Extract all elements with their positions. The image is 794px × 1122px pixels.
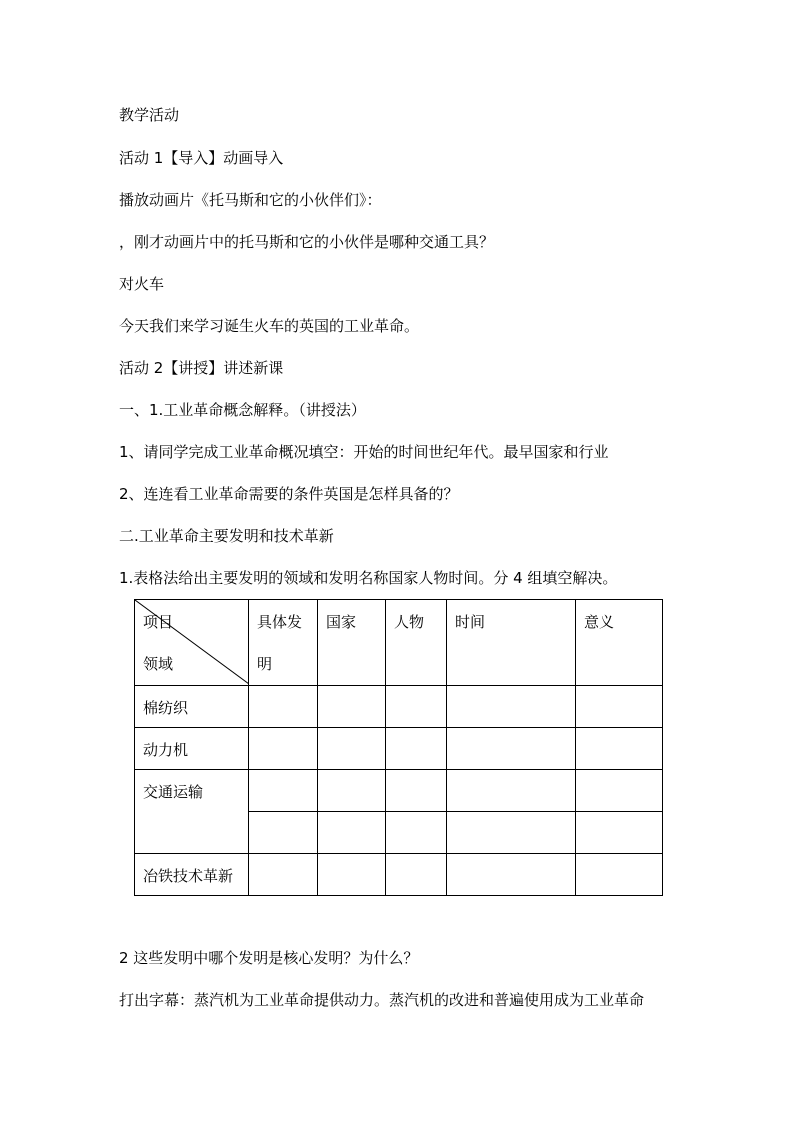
table-cell — [249, 728, 318, 770]
row-label: 交通运输 — [135, 770, 249, 854]
table-cell — [318, 854, 386, 896]
table-cell — [576, 686, 663, 728]
table-cell — [249, 854, 318, 896]
activity-1-heading: 活动 1【导入】动画导入 — [119, 149, 284, 167]
table-cell — [447, 770, 576, 812]
table-cell — [447, 686, 576, 728]
corner-label-field: 领域 — [143, 655, 174, 673]
table-cell — [447, 812, 576, 854]
table-cell — [249, 812, 318, 854]
table-corner-cell — [135, 600, 249, 686]
table-cell — [386, 770, 447, 812]
corner-label-item: 项目 — [143, 613, 174, 631]
paragraph: 打出字幕：蒸汽机为工业革命提供动力。蒸汽机的改进和普遍使用成为工业革命 — [119, 991, 645, 1009]
table-row — [135, 686, 663, 728]
paragraph: 播放动画片《托马斯和它的小伙伴们》： — [119, 191, 382, 209]
row-label: 棉纺织 — [135, 686, 249, 728]
table-cell — [318, 686, 386, 728]
paragraph: 一、1.工业革命概念解释。（讲授法） — [119, 401, 366, 419]
table-cell — [386, 854, 447, 896]
paragraph: 2 这些发明中哪个发明是核心发明？为什么？ — [119, 949, 419, 967]
header-significance: 意义 — [576, 600, 663, 686]
row-label: 动力机 — [135, 728, 249, 770]
paragraph: 今天我们来学习诞生火车的英国的工业革命。 — [119, 317, 420, 335]
table-cell — [386, 686, 447, 728]
header-invention — [249, 600, 318, 686]
activity-2-heading: 活动 2【讲授】讲述新课 — [119, 359, 284, 377]
paragraph: 1、请同学完成工业革命概况填空：开始的时间世纪年代。最早国家和行业 — [119, 443, 609, 461]
table-row — [135, 770, 663, 812]
table-row — [135, 854, 663, 896]
header-invention-line2: 明 — [257, 655, 273, 673]
table-cell — [386, 812, 447, 854]
row-label: 冶铁技术革新 — [135, 854, 249, 896]
table-cell — [249, 770, 318, 812]
table-header-row — [135, 600, 663, 686]
table-cell — [447, 728, 576, 770]
table-cell — [576, 812, 663, 854]
header-person: 人物 — [386, 600, 447, 686]
table-cell — [576, 728, 663, 770]
table-cell — [447, 854, 576, 896]
table-row — [135, 728, 663, 770]
paragraph: 对火车 — [119, 275, 165, 293]
table-cell — [576, 854, 663, 896]
header-country: 国家 — [318, 600, 386, 686]
table-cell — [318, 812, 386, 854]
header-time: 时间 — [447, 600, 576, 686]
table-cell — [386, 728, 447, 770]
paragraph: 2、连连看工业革命需要的条件英国是怎样具备的？ — [119, 485, 459, 503]
table-cell — [318, 728, 386, 770]
paragraph: 1.表格法给出主要发明的领域和发明名称国家人物时间。分 4 组填空解决。 — [119, 569, 618, 587]
table-cell — [318, 770, 386, 812]
section-title: 教学活动 — [119, 106, 180, 124]
paragraph: 二.工业革命主要发明和技术革新 — [119, 527, 334, 545]
header-invention-line1: 具体发 — [257, 613, 303, 631]
table-cell — [576, 770, 663, 812]
inventions-table — [134, 599, 663, 896]
table-cell — [249, 686, 318, 728]
paragraph: ，刚才动画片中的托马斯和它的小伙伴是哪种交通工具？ — [119, 233, 495, 251]
